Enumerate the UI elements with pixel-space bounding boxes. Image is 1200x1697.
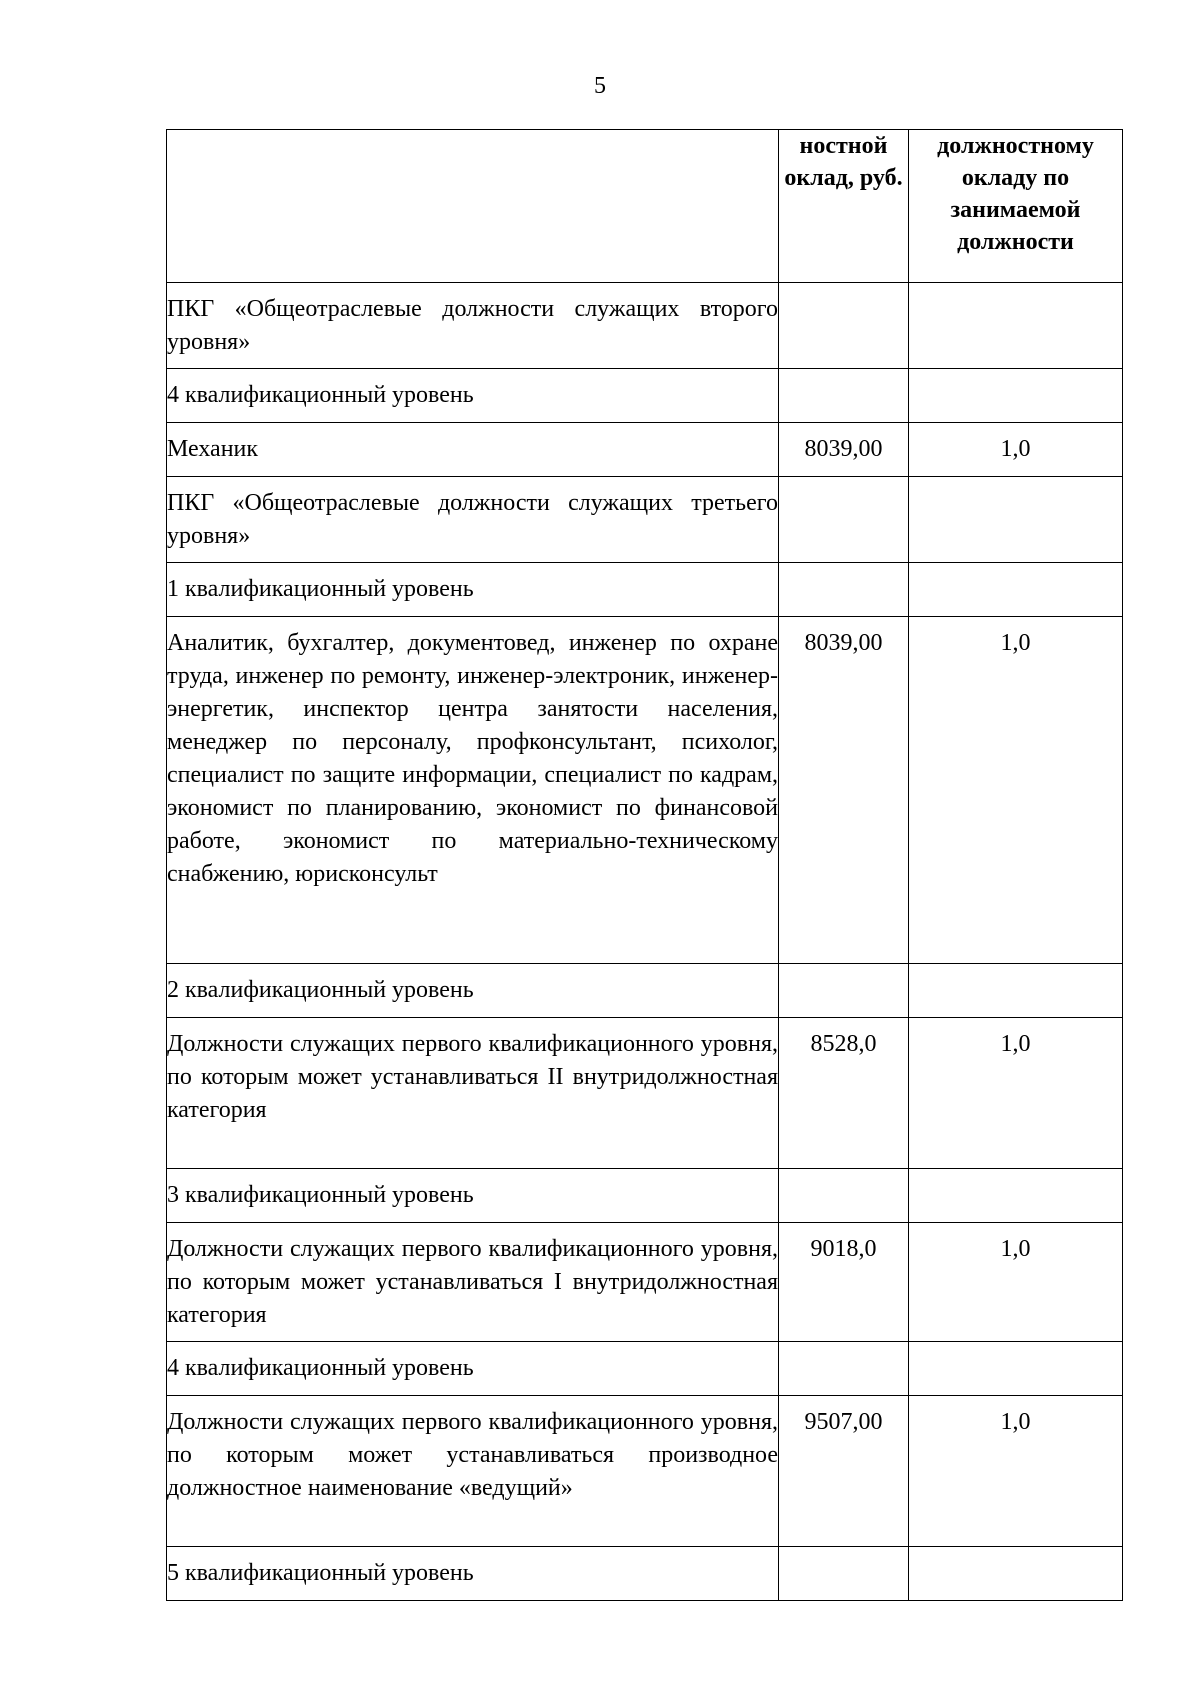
table-row	[167, 1396, 1123, 1547]
salary-cell: 9018,0	[779, 1223, 909, 1342]
table-row	[167, 1342, 1123, 1396]
coefficient-cell	[909, 1547, 1123, 1601]
salary-cell	[779, 283, 909, 369]
salary-cell: 9507,00	[779, 1396, 909, 1547]
table-row	[167, 1169, 1123, 1223]
salary-cell	[779, 1547, 909, 1601]
coefficient-cell: 1,0	[909, 617, 1123, 964]
table-header-row	[167, 130, 1123, 283]
group-name-cell: ПКГ «Общеотраслевые должности служащих второго уровня»	[167, 283, 779, 369]
position-name-cell: Аналитик, бухгалтер, документовед, инженер по охране труда, инженер по ремонту, инженер-электроник, инженер-энергетик, инспектор центра занятости населения, менеджер по персоналу, профконсультант, психолог, специалист по защите информации, специалист по кадрам, экономист по планированию, экономист по финансовой работе, экономист по материально-техническому снабжению, юрисконсульт	[167, 617, 779, 964]
salary-cell: 8528,0	[779, 1018, 909, 1169]
table-row	[167, 283, 1123, 369]
position-name-cell: Должности служащих первого квалификационного уровня, по которым может устанавливаться II внутридолжностная категория	[167, 1018, 779, 1169]
coefficient-cell	[909, 369, 1123, 423]
header-position-name	[167, 130, 779, 283]
position-name-cell: Должности служащих первого квалификационного уровня, по которым может устанавливаться I внутридолжностная категория	[167, 1223, 779, 1342]
coefficient-cell	[909, 1342, 1123, 1396]
table-row	[167, 964, 1123, 1018]
qualification-level-cell: 5 квалификационный уровень	[167, 1547, 779, 1601]
qualification-level-cell: 2 квалификационный уровень	[167, 964, 779, 1018]
position-name-cell: Должности служащих первого квалификационного уровня, по которым может устанавливаться производное должностное наименование «ведущий»	[167, 1396, 779, 1547]
salary-cell	[779, 1169, 909, 1223]
table-row	[167, 369, 1123, 423]
table-row	[167, 477, 1123, 563]
coefficient-cell	[909, 283, 1123, 369]
qualification-level-cell: 4 квалификационный уровень	[167, 1342, 779, 1396]
salary-cell	[779, 1342, 909, 1396]
salary-cell	[779, 964, 909, 1018]
salary-cell: 8039,00	[779, 617, 909, 964]
coefficient-cell	[909, 477, 1123, 563]
coefficient-cell: 1,0	[909, 1223, 1123, 1342]
coefficient-cell: 1,0	[909, 1396, 1123, 1547]
page-number: 5	[594, 73, 606, 99]
header-salary: ностной оклад, руб.	[779, 130, 909, 283]
table-row	[167, 617, 1123, 964]
table-row	[167, 1018, 1123, 1169]
qualification-level-cell: 3 квалификационный уровень	[167, 1169, 779, 1223]
qualification-level-cell: 1 квалификационный уровень	[167, 563, 779, 617]
salary-cell: 8039,00	[779, 423, 909, 477]
coefficient-cell	[909, 964, 1123, 1018]
table-row	[167, 423, 1123, 477]
salary-cell	[779, 369, 909, 423]
table-row	[167, 1547, 1123, 1601]
coefficient-cell	[909, 1169, 1123, 1223]
table-row	[167, 1223, 1123, 1342]
table-body	[167, 283, 1123, 1601]
coefficient-cell	[909, 563, 1123, 617]
salary-table	[166, 129, 1123, 1601]
coefficient-cell: 1,0	[909, 423, 1123, 477]
qualification-level-cell: 4 квалификационный уровень	[167, 369, 779, 423]
salary-cell	[779, 477, 909, 563]
position-name-cell: Механик	[167, 423, 779, 477]
table-row	[167, 563, 1123, 617]
coefficient-cell: 1,0	[909, 1018, 1123, 1169]
header-coefficient: должностному окладу по занимаемой должности	[909, 130, 1123, 283]
group-name-cell: ПКГ «Общеотраслевые должности служащих третьего уровня»	[167, 477, 779, 563]
salary-cell	[779, 563, 909, 617]
